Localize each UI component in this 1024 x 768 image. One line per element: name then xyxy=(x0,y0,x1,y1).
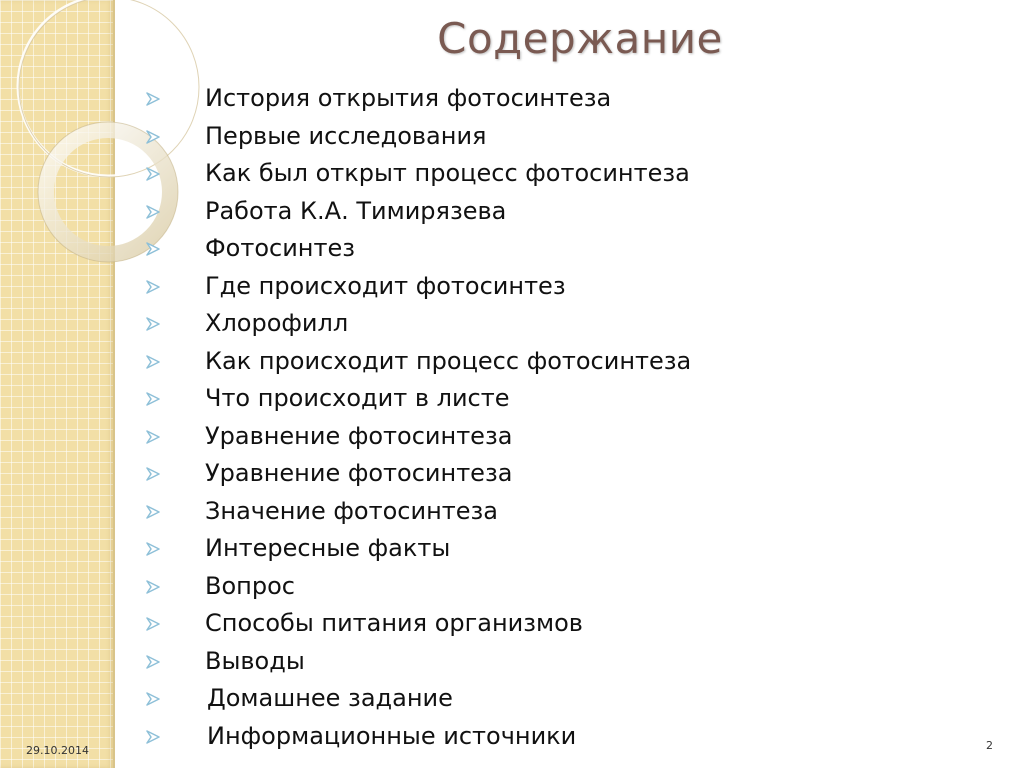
arrow-bullet-icon xyxy=(144,280,164,294)
arrow-bullet-icon xyxy=(144,655,164,669)
toc-item-label: Фотосинтез xyxy=(205,234,355,262)
toc-item-label: Уравнение фотосинтеза xyxy=(205,421,513,450)
slide-title: Содержание xyxy=(437,14,723,63)
arrow-bullet-icon xyxy=(144,317,164,331)
arrow-bullet-icon xyxy=(144,242,164,256)
toc-item-label: Способы питания организмов xyxy=(205,609,583,637)
arrow-bullet-icon xyxy=(144,542,164,556)
page-number: 2 xyxy=(986,739,993,752)
arrow-bullet-icon xyxy=(144,580,164,594)
toc-item-label: Что происходит в листе xyxy=(205,384,510,412)
toc-item-label: Выводы xyxy=(205,646,305,675)
arrow-bullet-icon xyxy=(144,505,164,519)
toc-item-label: Значение фотосинтеза xyxy=(205,496,498,525)
arrow-bullet-icon xyxy=(144,92,164,106)
arrow-bullet-icon xyxy=(144,430,164,444)
arrow-bullet-icon xyxy=(144,467,164,481)
small-ring xyxy=(46,130,170,254)
toc-item-label: Работа К.А. Тимирязева xyxy=(205,196,507,225)
toc-item-label: Интересные факты xyxy=(205,534,451,562)
toc-item-label: Информационные источники xyxy=(207,721,577,750)
arrow-bullet-icon xyxy=(144,205,164,219)
toc-item-label: История открытия фотосинтеза xyxy=(205,84,612,112)
arrow-bullet-icon xyxy=(144,392,164,406)
toc-item-label: Где происходит фотосинтез xyxy=(205,271,566,300)
arrow-bullet-icon xyxy=(144,355,164,369)
toc-item-label: Вопрос xyxy=(205,571,295,600)
arrow-bullet-icon xyxy=(144,130,164,144)
toc-item-label: Первые исследования xyxy=(205,121,487,150)
toc-item-label: Хлорофилл xyxy=(205,309,349,337)
toc-item-label: Как происходит процесс фотосинтеза xyxy=(205,346,692,375)
arrow-bullet-icon xyxy=(144,730,164,744)
toc-item-label: Уравнение фотосинтеза xyxy=(205,459,513,487)
arrow-bullet-icon xyxy=(144,692,164,706)
footer-date: 29.10.2014 xyxy=(26,744,89,757)
toc-item-label: Домашнее задание xyxy=(207,684,453,712)
arrow-bullet-icon xyxy=(144,167,164,181)
toc-item-label: Как был открыт процесс фотосинтеза xyxy=(205,159,690,187)
arrow-bullet-icon xyxy=(144,617,164,631)
